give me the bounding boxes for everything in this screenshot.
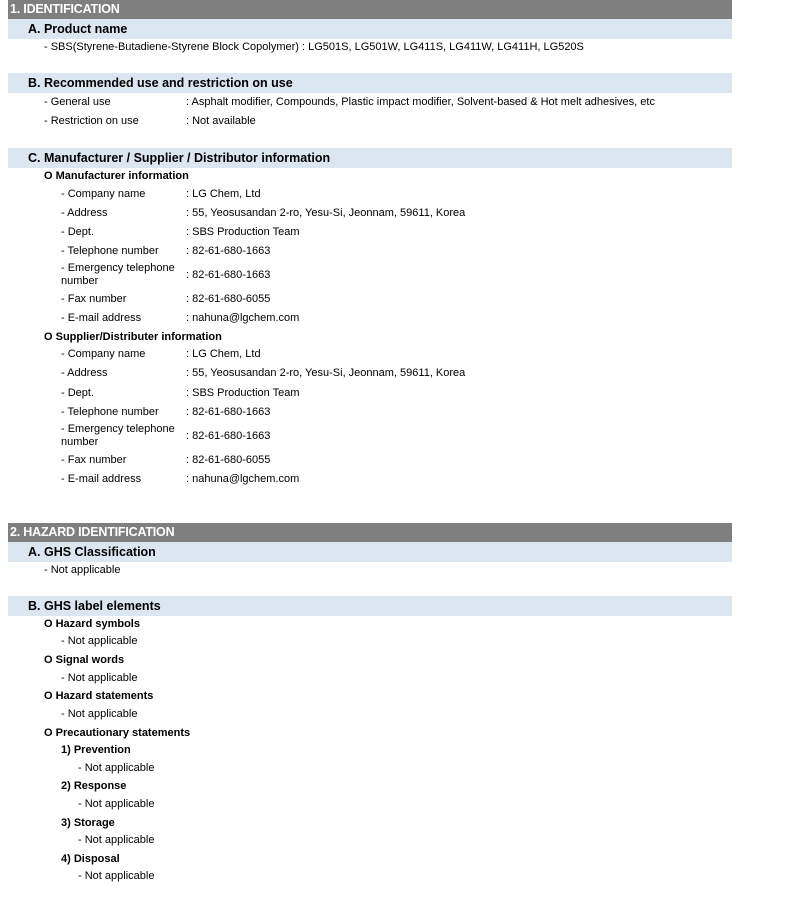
response-heading: 2) Response [61, 780, 127, 792]
mfr-address-value: : 55, Yeosusandan 2-ro, Yesu-Si, Jeonnam, 59611, Korea [186, 207, 466, 219]
mfr-emergency-label: - Emergency telephone number [61, 262, 175, 287]
response-value: - Not applicable [78, 798, 155, 810]
disposal-value: - Not applicable [78, 870, 155, 882]
hazard-symbols-value: - Not applicable [61, 635, 138, 647]
subsection-ghs-classification: A. GHS Classification [8, 542, 732, 562]
subsection-manufacturer-supplier: C. Manufacturer / Supplier / Distributor information [8, 148, 732, 168]
mfr-telephone-value: : 82-61-680-1663 [186, 245, 271, 257]
sup-address-label: - Address [61, 367, 108, 379]
mfr-fax-value: : 82-61-680-6055 [186, 293, 271, 305]
general-use-value: : Asphalt modifier, Compounds, Plastic impact modifier, Solvent-based & Hot melt adhesives, etc [186, 96, 655, 108]
precautionary-heading: O Precautionary statements [44, 727, 191, 739]
sup-address-value: : 55, Yeosusandan 2-ro, Yesu-Si, Jeonnam, 59611, Korea [186, 367, 466, 379]
hazard-statements-value: - Not applicable [61, 708, 138, 720]
disposal-heading: 4) Disposal [61, 853, 120, 865]
signal-words-heading: O Signal words [44, 654, 125, 666]
sup-email-label: - E-mail address [61, 473, 142, 485]
hazard-statements-heading: O Hazard statements [44, 690, 154, 702]
sup-telephone-value: : 82-61-680-1663 [186, 406, 271, 418]
subsection-ghs-label-elements: B. GHS label elements [8, 596, 732, 616]
sup-emergency-label: - Emergency telephone number [61, 423, 175, 448]
restriction-label: - Restriction on use [44, 115, 139, 127]
sup-company-label: - Company name [61, 348, 146, 360]
mfr-company-label: - Company name [61, 188, 146, 200]
restriction-value: : Not available [186, 115, 256, 127]
subsection-product-name: A. Product name [8, 19, 732, 39]
supplier-heading: O Supplier/Distributer information [44, 331, 222, 343]
signal-words-value: - Not applicable [61, 672, 138, 684]
subsection-recommended-use: B. Recommended use and restriction on use [8, 73, 732, 93]
sup-dept-value: : SBS Production Team [186, 387, 300, 399]
mfr-dept-label: - Dept. [61, 226, 95, 238]
prevention-value: - Not applicable [78, 762, 155, 774]
mfr-fax-label: - Fax number [61, 293, 127, 305]
storage-heading: 3) Storage [61, 817, 115, 829]
sup-email-value: : nahuna@lgchem.com [186, 473, 300, 485]
manufacturer-heading: O Manufacturer information [44, 170, 189, 182]
mfr-company-value: : LG Chem, Ltd [186, 188, 261, 200]
sup-company-value: : LG Chem, Ltd [186, 348, 261, 360]
sup-dept-label: - Dept. [61, 387, 95, 399]
general-use-label: - General use [44, 96, 111, 108]
prevention-heading: 1) Prevention [61, 744, 131, 756]
mfr-email-label: - E-mail address [61, 312, 142, 324]
storage-value: - Not applicable [78, 834, 155, 846]
section-1-header: 1. IDENTIFICATION [8, 0, 732, 19]
hazard-symbols-heading: O Hazard symbols [44, 618, 140, 630]
sup-fax-label: - Fax number [61, 454, 127, 466]
mfr-dept-value: : SBS Production Team [186, 226, 300, 238]
mfr-address-label: - Address [61, 207, 108, 219]
section-2-header: 2. HAZARD IDENTIFICATION [8, 523, 732, 542]
sup-emergency-value: : 82-61-680-1663 [186, 430, 271, 442]
mfr-email-value: : nahuna@lgchem.com [186, 312, 300, 324]
product-name-line: - SBS(Styrene-Butadiene-Styrene Block Copolymer) : LG501S, LG501W, LG411S, LG411W, LG411H, LG520S [44, 41, 584, 53]
sup-telephone-label: - Telephone number [61, 406, 159, 418]
mfr-emergency-value: : 82-61-680-1663 [186, 269, 271, 281]
ghs-classification-value: - Not applicable [44, 564, 121, 576]
sup-fax-value: : 82-61-680-6055 [186, 454, 271, 466]
mfr-telephone-label: - Telephone number [61, 245, 159, 257]
